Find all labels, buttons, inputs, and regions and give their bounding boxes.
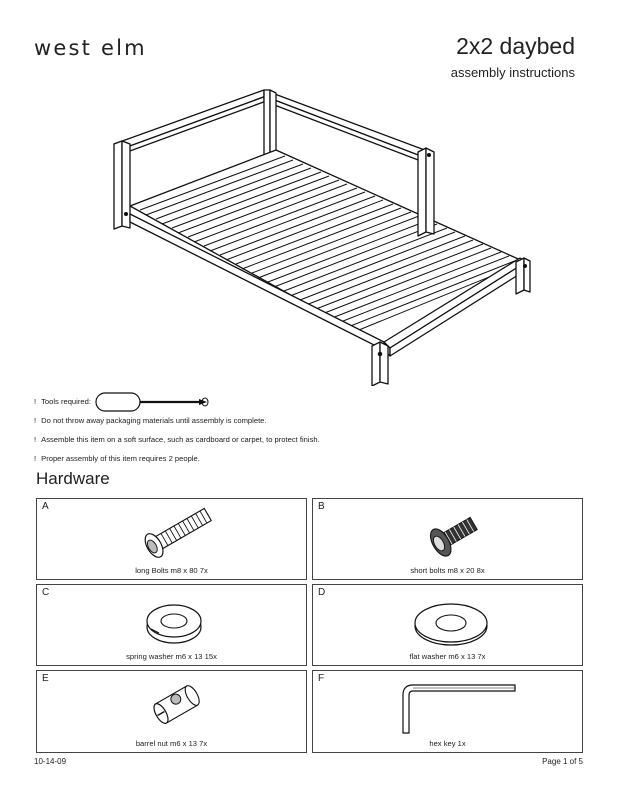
part-caption: long Bolts m8 x 80 7x	[135, 566, 208, 575]
daybed-illustration	[100, 86, 540, 386]
part-caption: short bolts m8 x 20 8x	[410, 566, 485, 575]
note-text: Do not throw away packaging materials until assembly is complete.	[41, 415, 267, 425]
hardware-heading: Hardware	[36, 469, 110, 488]
note-packaging	[34, 411, 594, 430]
note-bullet: !	[34, 453, 37, 463]
note-bullet: !	[34, 415, 37, 425]
part-letter: C	[42, 587, 50, 598]
footer-date: 10-14-09	[34, 757, 67, 766]
part-letter: F	[318, 673, 325, 684]
part-letter: D	[318, 587, 326, 598]
part-letter: A	[42, 501, 49, 512]
note-two-people	[34, 449, 594, 468]
note-text: Tools required:	[41, 396, 91, 406]
note-bullet: !	[34, 396, 37, 406]
flat-washer-icon	[411, 597, 491, 649]
part-letter: E	[42, 673, 49, 684]
hardware-part-e	[36, 670, 307, 753]
spring-washer-icon	[141, 599, 207, 647]
hardware-part-c	[36, 584, 307, 666]
note-bullet: !	[34, 434, 37, 444]
document-title: 2x2 daybed	[456, 33, 575, 59]
long-bolt-icon	[129, 503, 219, 565]
hardware-part-d	[312, 584, 583, 666]
note-text: Assemble this item on a soft surface, such as cardboard or carpet, to protect finish.	[41, 434, 320, 444]
screwdriver-icon	[95, 391, 215, 413]
hardware-part-b	[312, 498, 583, 580]
part-caption: flat washer m6 x 13 7x	[409, 652, 486, 661]
part-caption: spring washer m6 x 13 15x	[126, 652, 217, 661]
note-tools-required	[34, 392, 594, 411]
hardware-part-f	[312, 670, 583, 753]
hardware-part-a	[36, 498, 307, 580]
short-bolt-icon	[417, 507, 487, 565]
note-soft-surface	[34, 430, 594, 449]
note-text: Proper assembly of this item requires 2 people.	[41, 453, 200, 463]
hex-key-icon	[385, 681, 519, 739]
document-subtitle: assembly instructions	[450, 65, 575, 80]
part-caption: barrel nut m6 x 13 7x	[135, 739, 208, 748]
part-letter: B	[318, 501, 325, 512]
part-caption: hex key 1x	[429, 739, 466, 748]
brand-logo: west elm	[34, 36, 147, 60]
barrel-nut-icon	[141, 677, 207, 735]
instruction-notes	[34, 392, 594, 468]
footer-page-number: Page 1 of 5	[542, 757, 583, 766]
